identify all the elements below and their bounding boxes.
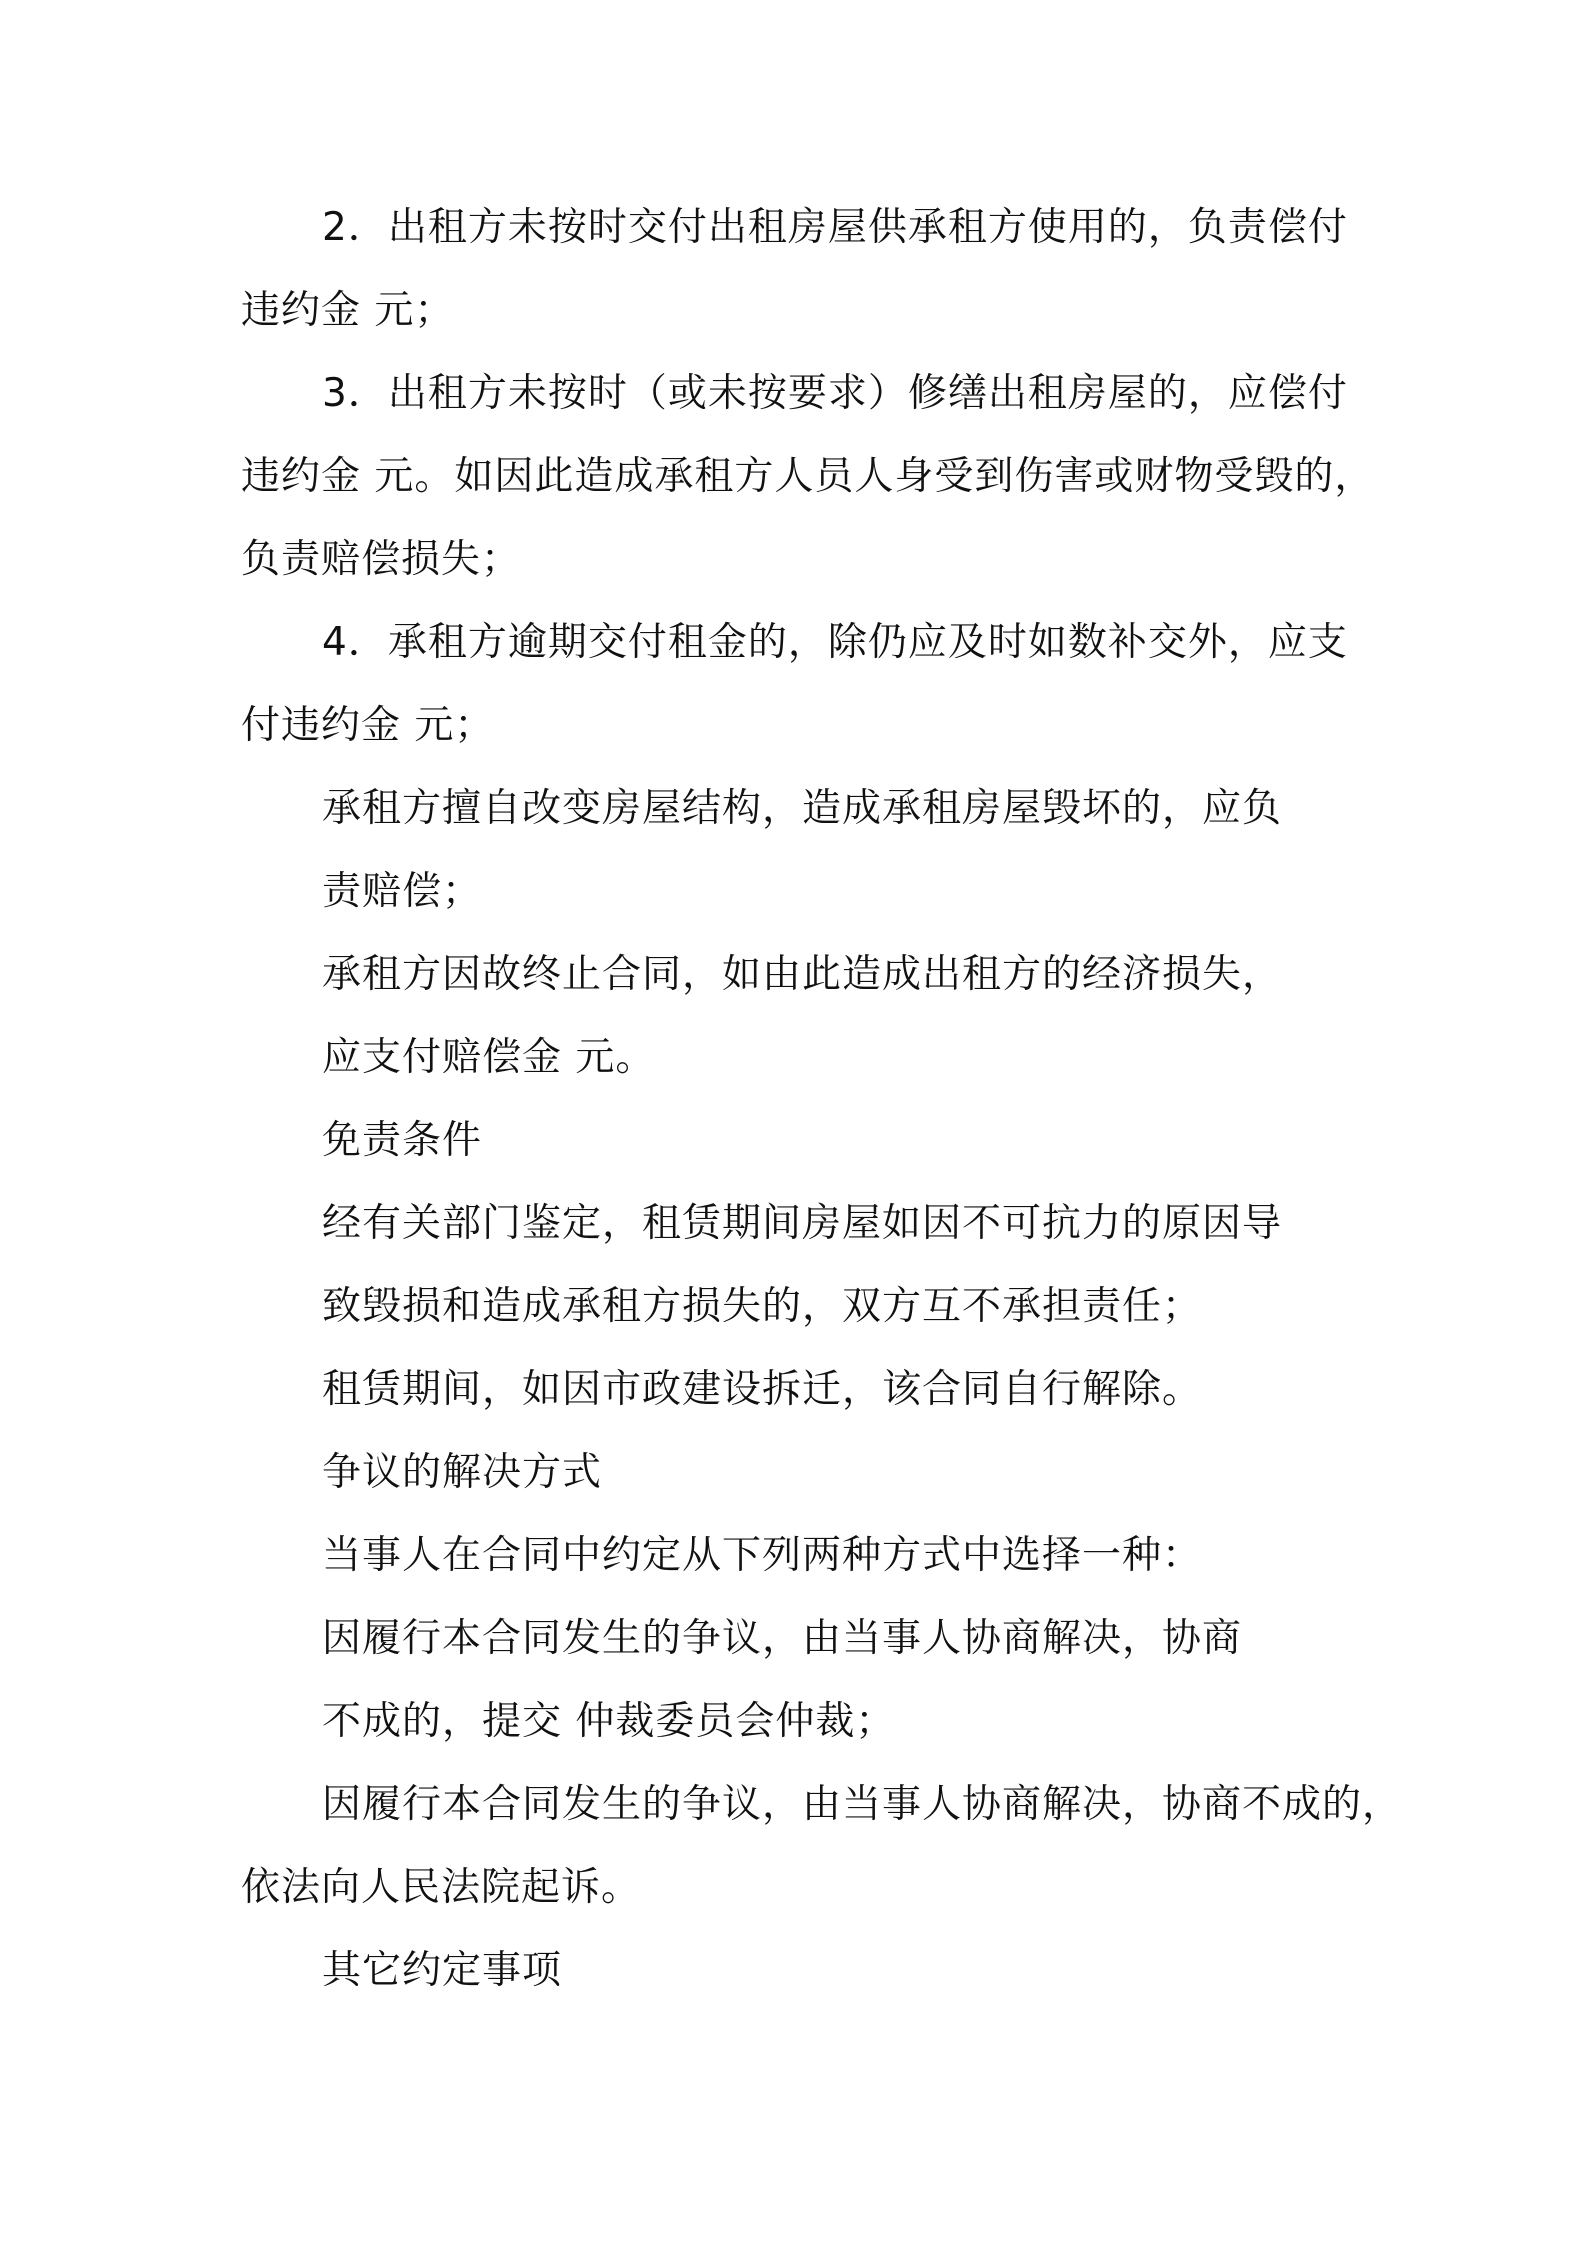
- structure-change-line-1: 承租方擅自改变房屋结构，造成承租房屋毁坏的，应负: [322, 786, 1283, 831]
- exemption-heading: 免责条件: [322, 1118, 483, 1163]
- dispute-option-1-line-2: 不成的，提交 仲裁委员会仲裁；: [322, 1699, 896, 1744]
- clause-3-line-3: 负责赔偿损失；: [241, 537, 522, 582]
- clause-4-line-1: 4．承租方逾期交付租金的，除仍应及时如数补交外，应支: [322, 620, 1348, 665]
- exemption-line-3: 租赁期间，如因市政建设拆迁，该合同自行解除。: [322, 1367, 1203, 1412]
- clause-2-line-2: 违约金 元；: [241, 288, 455, 333]
- structure-change-line-2: 责赔偿；: [322, 869, 483, 914]
- other-matters-heading: 其它约定事项: [322, 1948, 563, 1993]
- termination-line-2: 应支付赔偿金 元。: [322, 1035, 656, 1080]
- exemption-line-2: 致毁损和造成承租方损失的，双方互不承担责任；: [322, 1284, 1203, 1329]
- dispute-option-2-line-1: 因履行本合同发生的争议，由当事人协商解决，协商不成的，: [322, 1782, 1403, 1827]
- clause-3-line-2: 违约金 元。如因此造成承租方人员人身受到伤害或财物受毁的，: [241, 454, 1375, 499]
- clause-3-line-1: 3．出租方未按时（或未按要求）修缮出租房屋的，应偿付: [322, 371, 1348, 416]
- clause-2-line-1: 2．出租方未按时交付出租房屋供承租方使用的，负责偿付: [322, 205, 1348, 250]
- dispute-option-2-line-2: 依法向人民法院起诉。: [241, 1865, 642, 1910]
- dispute-option-1-line-1: 因履行本合同发生的争议，由当事人协商解决，协商: [322, 1616, 1243, 1661]
- dispute-heading: 争议的解决方式: [322, 1450, 603, 1495]
- dispute-line-1: 当事人在合同中约定从下列两种方式中选择一种：: [322, 1533, 1203, 1578]
- termination-line-1: 承租方因故终止合同，如由此造成出租方的经济损失，: [322, 952, 1283, 997]
- clause-4-line-2: 付违约金 元；: [241, 703, 495, 748]
- exemption-line-1: 经有关部门鉴定，租赁期间房屋如因不可抗力的原因导: [322, 1201, 1283, 1246]
